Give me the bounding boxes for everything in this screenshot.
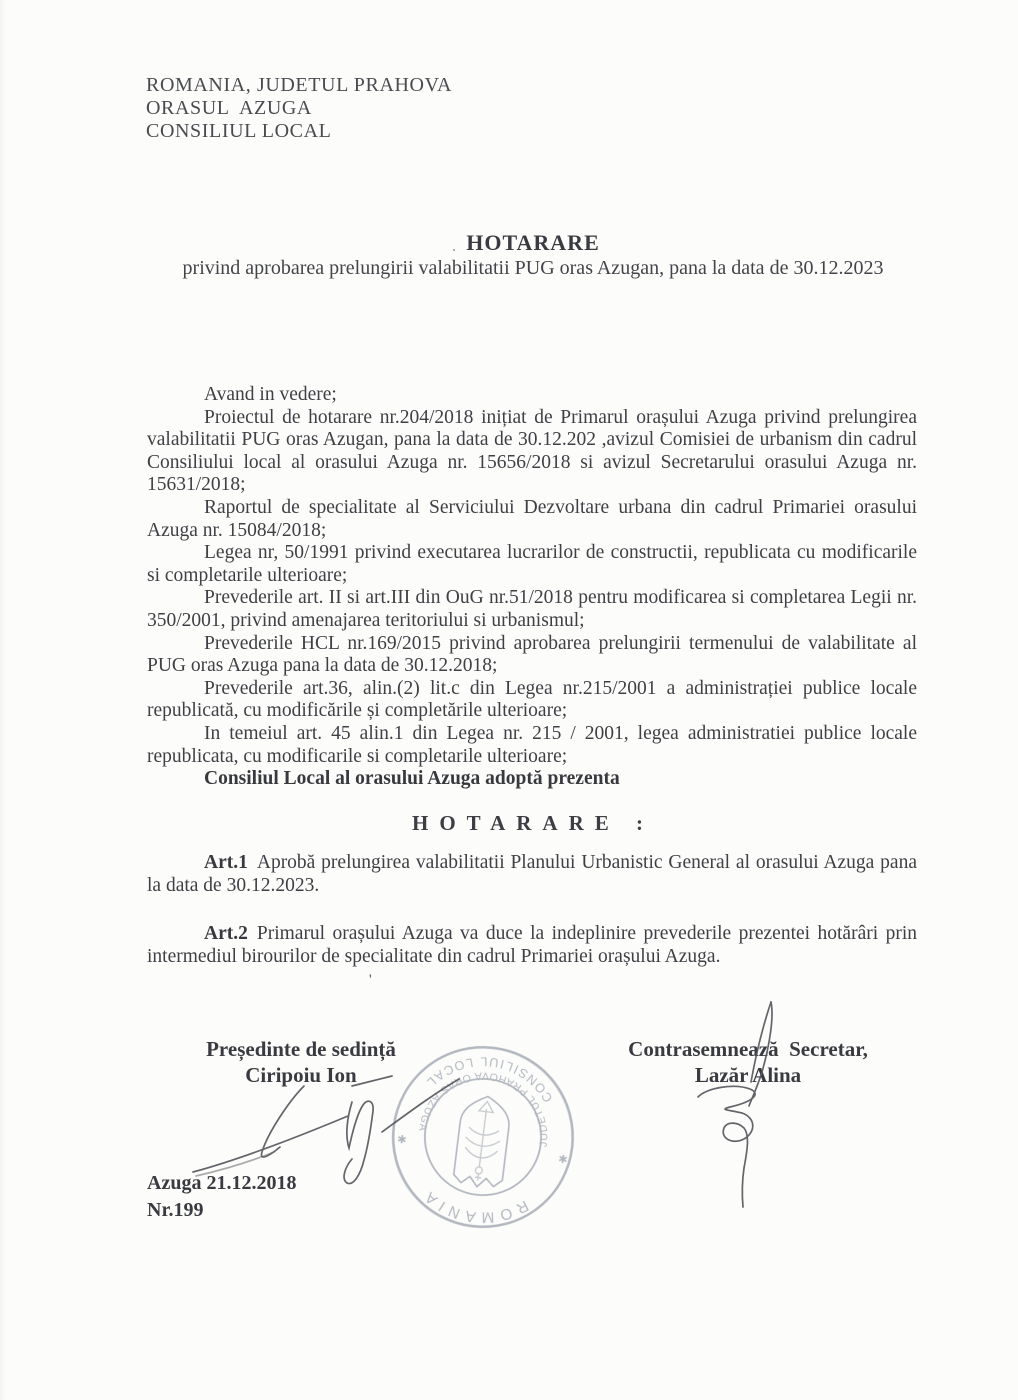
title-block bbox=[148, 230, 918, 256]
secretary-name: Lazăr Alina bbox=[694, 1063, 802, 1087]
article-2-paragraph bbox=[147, 923, 917, 968]
preamble-paragraph: Prevederile art. II si art.III din OuG nr.51/2018 pentru modificarea si completarea Legii nr. 350/2001, privind amenajarea teritoriului si urbanismul; bbox=[147, 587, 917, 631]
document-title: HOTARARE bbox=[466, 230, 600, 255]
preamble-paragraph: In temeiul art. 45 alin.1 din Legea nr. 215 / 2001, legea administratiei publice locale republicata, cu modificarile si completarile ulterioare; bbox=[147, 722, 917, 767]
preamble-paragraph: Prevederile art.36, alin.(2) lit.c din Legea nr.215/2001 a administrației publice locale republicată, cu modificările și completările ulterioare; bbox=[147, 677, 917, 722]
letterhead bbox=[146, 74, 452, 143]
preamble-paragraph: Prevederile HCL nr.169/2015 privind aprobarea prelungirii termenului de valabilitate al PUG oras Azuga pana la data de 30.12.2018; bbox=[147, 632, 917, 677]
article-2-text: Primarul orașului Azuga va duce la indeplinire prevederile prezentei hotărâri prin intermediul birourilor de specialitate din cadrul Primariei orașului Azuga. bbox=[147, 923, 917, 967]
round-official-stamp-icon bbox=[369, 1023, 596, 1250]
president-role: Președinte de sedință bbox=[206, 1037, 396, 1061]
president-name: Ciripoiu Ion bbox=[245, 1063, 357, 1087]
article-1-text: Aprobă prelungirea valabilitatii Planului Urbanistic General al orasului Azuga pana la data de 30.12.2023. bbox=[147, 852, 917, 896]
preamble-intro: Avand in vedere; bbox=[204, 384, 337, 405]
scan-dot-artifact: . bbox=[452, 238, 456, 255]
footer-place-date: Azuga 21.12.2018 bbox=[147, 1172, 297, 1194]
stamp-star-left-icon: ✱ bbox=[557, 1151, 569, 1165]
stamp-coat-of-arms-icon bbox=[453, 1094, 513, 1190]
preamble-paragraph: Proiectul de hotarare nr.204/2018 inițiat de Primarul orașului Azuga privind prelungirea valabilitatii PUG oras Azugan, pana la data de 30.12.202 ,avizul Comisiei de urbanism din cadrul Consiliului local al orasului Azuga nr. 15656/2018 si avizul Secretarului orasului Azuga nr. 15631/2018; bbox=[147, 406, 917, 496]
secretary-role: Contrasemnează Secretar, bbox=[628, 1037, 868, 1061]
stamp-council-text: CONSILIUL LOCAL bbox=[422, 1054, 556, 1106]
decision-heading: HOTARARE : bbox=[411, 811, 655, 835]
scan-stray-mark: ' bbox=[369, 972, 372, 988]
document-subtitle: privind aprobarea prelungirii valabilitatii PUG oras Azugan, pana la data de 30.12.2023 bbox=[182, 257, 884, 279]
article-2-label: Art.2 bbox=[204, 923, 248, 944]
preamble-paragraph: Legea nr, 50/1991 privind executarea lucrarilor de constructii, republicata cu modificarile si completarile ulterioare; bbox=[147, 542, 917, 586]
letterhead-country-county: ROMANIA, JUDETUL PRAHOVA bbox=[146, 74, 453, 96]
stamp-country-text: ROMANIA bbox=[418, 1185, 532, 1226]
stamp-star-right-icon: ✱ bbox=[396, 1131, 408, 1145]
stamp-county-text: JUDETUL PRAHOVA ORAS AZUGA bbox=[415, 1069, 551, 1148]
secretary-signature-block bbox=[618, 1036, 878, 1088]
article-2 bbox=[147, 923, 917, 968]
article-1-label: Art.1 bbox=[204, 852, 248, 873]
preamble-paragraph: Raportul de specialitate al Serviciului Dezvoltare urbana din cadrul Primariei orasului Azuga nr. 15084/2018; bbox=[147, 496, 917, 541]
letterhead-city: ORASUL AZUGA bbox=[146, 97, 312, 119]
president-signature-block bbox=[196, 1036, 406, 1088]
secretary-signature-icon bbox=[698, 1002, 772, 1207]
footer-number: Nr.199 bbox=[147, 1199, 204, 1221]
preamble-section bbox=[147, 384, 917, 791]
letterhead-institution: CONSILIUL LOCAL bbox=[146, 120, 332, 142]
article-1-paragraph bbox=[147, 852, 917, 897]
article-1 bbox=[147, 852, 917, 897]
footer-block bbox=[147, 1170, 296, 1224]
adoption-clause: Consiliul Local al orasului Azuga adoptă prezenta bbox=[204, 768, 620, 790]
